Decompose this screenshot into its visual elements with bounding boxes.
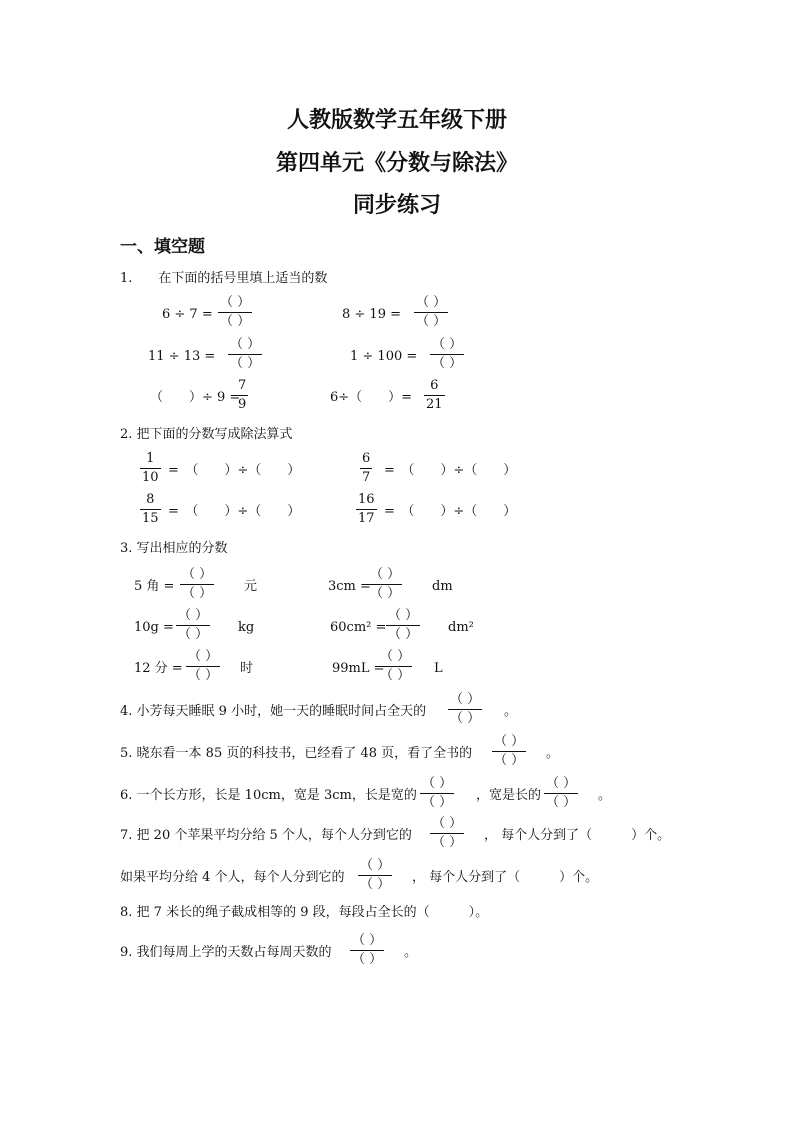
q8-text[interactable]: 8. 把 7 米长的绳子截成相等的 9 段，每段占全长的（ ）。 xyxy=(120,905,489,920)
q1-answer-fraction-3[interactable]: （ ） （ ） xyxy=(230,337,261,371)
q3-answer-fraction-5[interactable]: （ ） （ ） xyxy=(188,649,219,683)
q3-unit-5: 时 xyxy=(240,661,254,676)
q3-expr-3: 10g = xyxy=(134,620,174,635)
q2-division-4[interactable]: = （ ）÷（ ） xyxy=(384,504,517,519)
q9-answer-fraction[interactable]: （ ） （ ） xyxy=(352,933,383,967)
q4-answer-fraction[interactable]: （ ） （ ） xyxy=(450,692,481,726)
subtitle: 同步练习 xyxy=(352,193,441,218)
q3-expr-5: 12 分 = xyxy=(134,661,183,676)
q2-fraction-8-15: 8 15 xyxy=(142,492,159,526)
q1-answer-fraction-2[interactable]: （ ） （ ） xyxy=(416,295,447,329)
q7-mid[interactable]: ， 每个人分到了（ ）个。 xyxy=(484,828,671,843)
q1-expr-5: （ ）÷ 9 = xyxy=(150,390,241,405)
q1-expr-6: 6÷（ ）= xyxy=(330,390,413,405)
q1-expr-2: 8 ÷ 19 = xyxy=(342,307,401,322)
q3-expr-6: 99mL = xyxy=(332,661,385,676)
q3-answer-fraction-6[interactable]: （ ） （ ） xyxy=(380,649,411,683)
q1-expr-4: 1 ÷ 100 = xyxy=(350,349,418,364)
q3-expr-1: 5 角 = xyxy=(134,579,175,594)
q3-unit-2: dm xyxy=(432,579,453,594)
q6-text: 6. 一个长方形，长是 10cm，宽是 3cm，长是宽的 xyxy=(120,788,417,803)
q1-fraction-6-21: 6 21 xyxy=(426,378,443,412)
q6-answer-fraction-2[interactable]: （ ） （ ） xyxy=(546,776,577,810)
q7-mid-2[interactable]: ， 每个人分到了（ ）个。 xyxy=(412,870,599,885)
q6-end: 。 xyxy=(598,788,612,803)
q2-label: 2. 把下面的分数写成除法算式 xyxy=(120,427,293,442)
q1-expr-1: 6 ÷ 7 = xyxy=(162,307,213,322)
q1-answer-fraction-4[interactable]: （ ） （ ） xyxy=(432,337,463,371)
q9-end: 。 xyxy=(404,945,418,960)
q7-text: 7. 把 20 个苹果平均分给 5 个人，每个人分到它的 xyxy=(120,828,412,843)
q4-text: 4. 小芳每天睡眠 9 小时，她一天的睡眠时间占全天的 xyxy=(120,704,427,719)
q3-answer-fraction-4[interactable]: （ ） （ ） xyxy=(388,608,419,642)
q2-division-3[interactable]: = （ ）÷（ ） xyxy=(168,504,301,519)
q6-answer-fraction-1[interactable]: （ ） （ ） xyxy=(422,776,453,810)
q5-text: 5. 晓东看一本 85 页的科技书，已经看了 48 页，看了全书的 xyxy=(120,746,473,761)
q3-expr-2: 3cm = xyxy=(328,579,371,594)
q3-expr-4: 60cm² = xyxy=(330,620,387,635)
q1-expr-3: 11 ÷ 13 = xyxy=(148,349,216,364)
q3-answer-fraction-1[interactable]: （ ） （ ） xyxy=(182,567,213,601)
q1-label: 1. 在下面的括号里填上适当的数 xyxy=(120,271,328,286)
q3-answer-fraction-3[interactable]: （ ） （ ） xyxy=(178,608,209,642)
main-title: 人教版数学五年级下册 xyxy=(286,108,507,133)
q7-answer-fraction-2[interactable]: （ ） （ ） xyxy=(360,858,391,892)
q3-unit-4: dm² xyxy=(448,620,474,635)
q7-text-2: 如果平均分给 4 个人，每个人分到它的 xyxy=(120,870,345,885)
q5-answer-fraction[interactable]: （ ） （ ） xyxy=(494,734,525,768)
q5-end: 。 xyxy=(546,746,560,761)
q1-fraction-7-9: 7 9 xyxy=(238,378,247,412)
q6-mid: ，宽是长的 xyxy=(476,788,542,803)
q2-division-1[interactable]: = （ ）÷（ ） xyxy=(168,463,301,478)
q7-answer-fraction-1[interactable]: （ ） （ ） xyxy=(432,816,463,850)
q2-fraction-16-17: 16 17 xyxy=(358,492,375,526)
q2-division-2[interactable]: = （ ）÷（ ） xyxy=(384,463,517,478)
q3-unit-6: L xyxy=(434,661,443,676)
q3-unit-1: 元 xyxy=(244,579,258,594)
unit-title: 第四单元《分数与除法》 xyxy=(275,151,518,176)
q1-answer-fraction-1[interactable]: （ ） （ ） xyxy=(220,295,251,329)
q2-fraction-1-10: 1 10 xyxy=(142,451,159,485)
q3-label: 3. 写出相应的分数 xyxy=(120,541,228,556)
q3-unit-3: kg xyxy=(238,620,255,635)
q4-end: 。 xyxy=(504,704,518,719)
section-heading: 一、填空题 xyxy=(120,237,205,257)
q2-fraction-6-7: 6 7 xyxy=(362,451,371,485)
q9-text: 9. 我们每周上学的天数占每周天数的 xyxy=(120,945,332,960)
q3-answer-fraction-2[interactable]: （ ） （ ） xyxy=(370,567,401,601)
